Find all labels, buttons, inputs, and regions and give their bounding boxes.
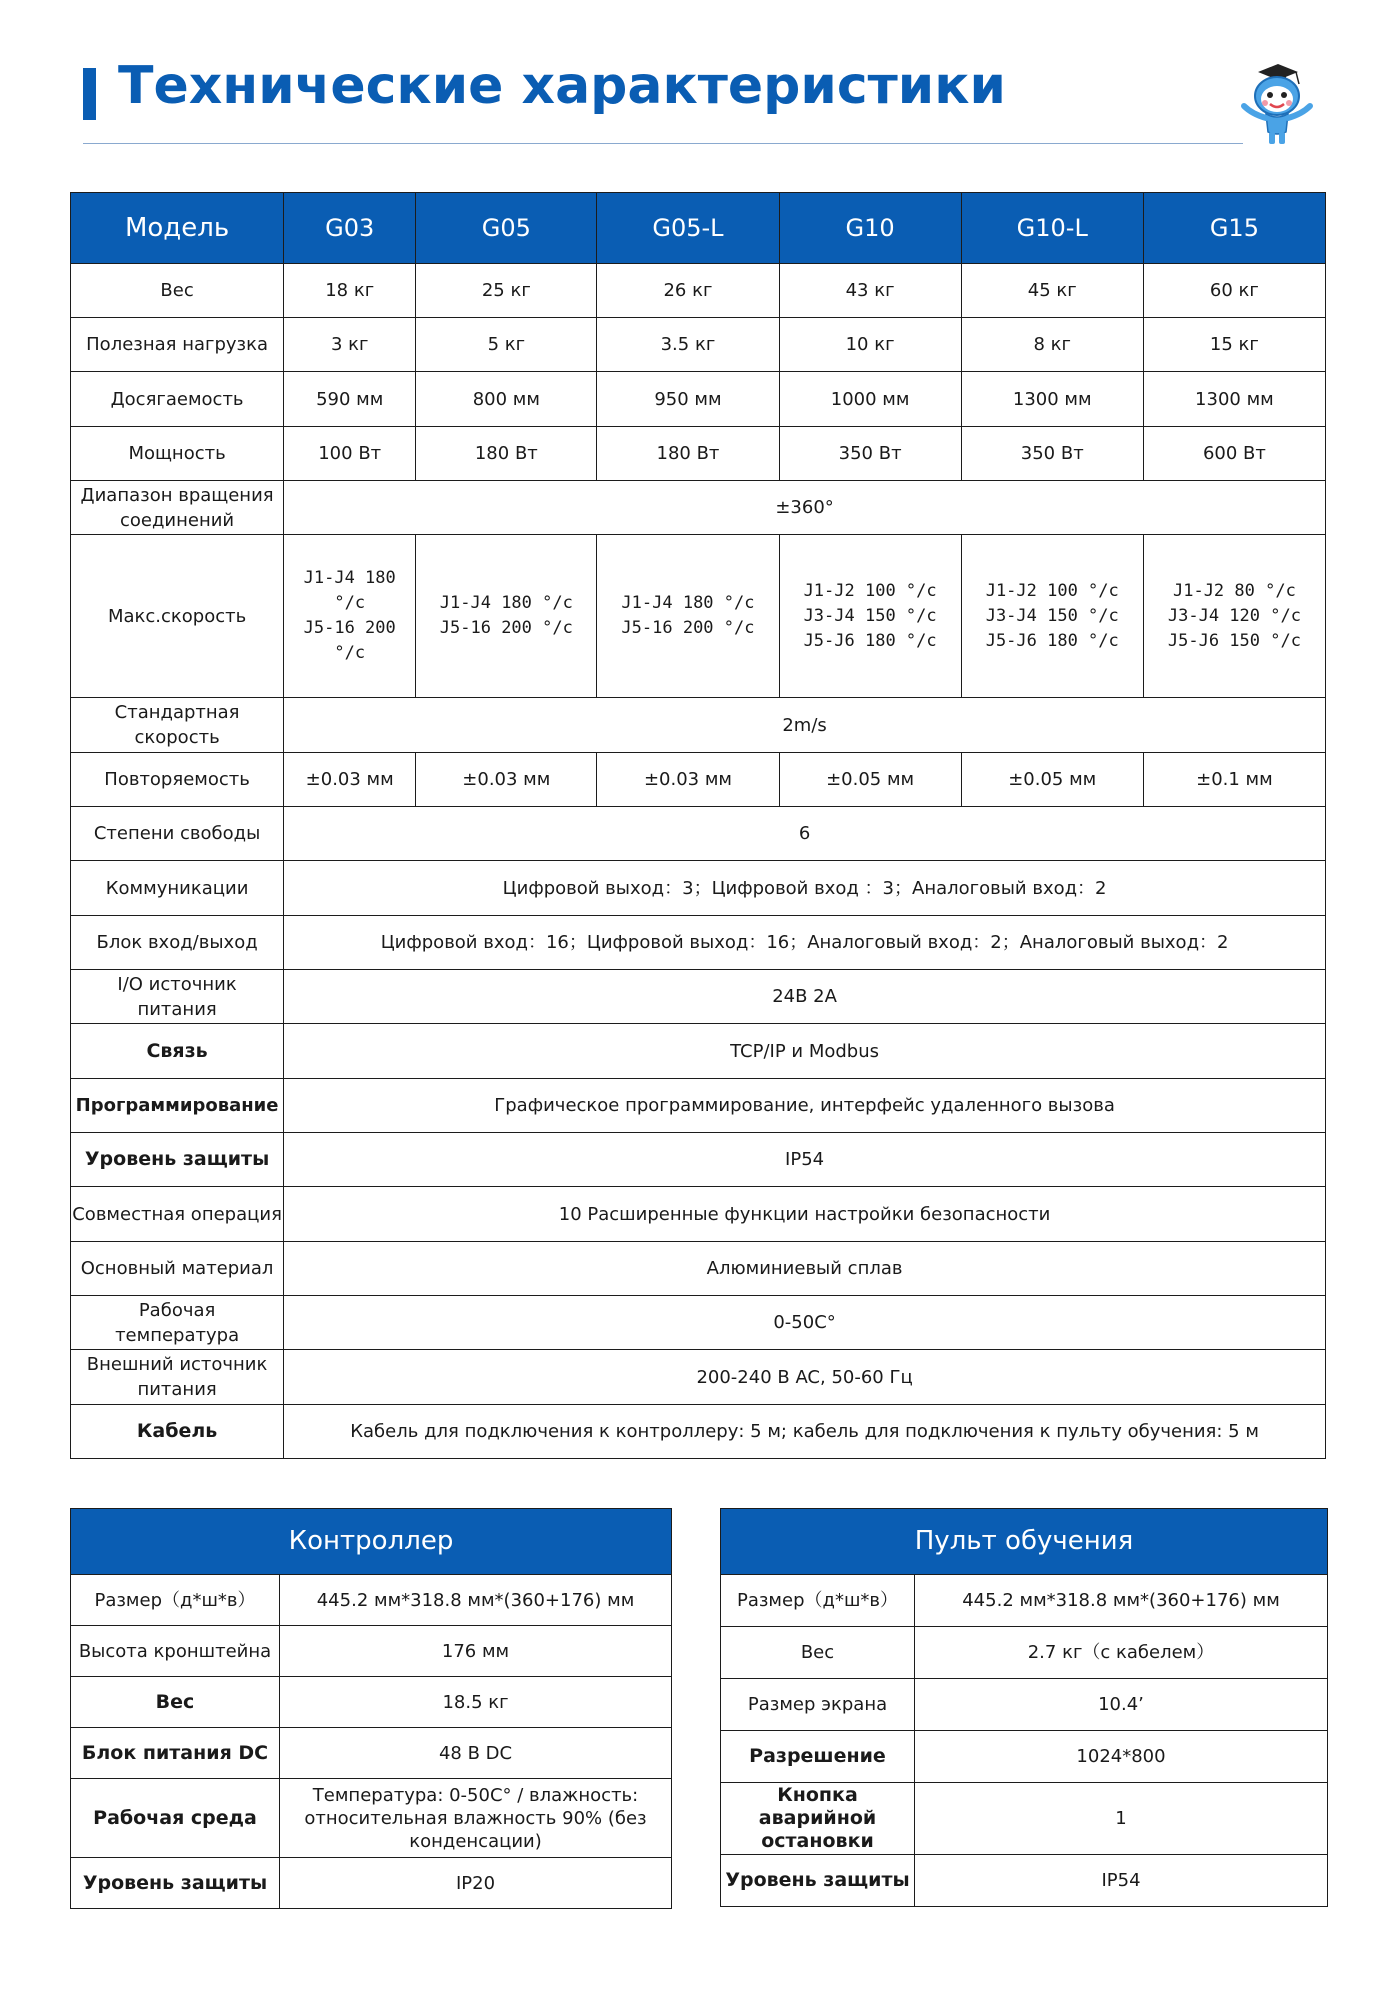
cell: ±0.1 мм xyxy=(1143,753,1325,807)
cell: 950 мм xyxy=(597,372,779,427)
controller-title: Контроллер xyxy=(71,1509,672,1575)
cell: 10.4’ xyxy=(915,1679,1328,1731)
row-label: Уровень защиты xyxy=(71,1133,284,1187)
table-row xyxy=(71,1350,1326,1405)
row-label: Внешний источник питания xyxy=(71,1350,284,1405)
cell: IP54 xyxy=(915,1855,1328,1907)
cell: 18 кг xyxy=(284,264,416,318)
title-accent-bar xyxy=(83,68,96,120)
cell: 1300 мм xyxy=(961,372,1143,427)
mascot-icon xyxy=(1236,62,1316,148)
cell: 45 кг xyxy=(961,264,1143,318)
speed-cell xyxy=(1143,535,1325,698)
speed-cell xyxy=(779,535,961,698)
cell: 350 Вт xyxy=(779,427,961,481)
cell: 48 В DC xyxy=(280,1728,672,1779)
cell: Алюминиевый сплав xyxy=(284,1242,1326,1296)
speed-line: J1-J4 180 °/c xyxy=(439,593,573,613)
row-label: Вес xyxy=(721,1627,915,1679)
speed-cell xyxy=(597,535,779,698)
model-g05-l: G05-L xyxy=(597,193,779,264)
controller-table xyxy=(70,1508,672,1909)
row-label: Основный материал xyxy=(71,1242,284,1296)
table-row xyxy=(721,1679,1328,1731)
cell: 1024*800 xyxy=(915,1731,1328,1783)
row-label: Вес xyxy=(71,1677,280,1728)
cell: 6 xyxy=(284,807,1326,861)
table-row xyxy=(71,1024,1326,1079)
speed-line: J5-16 200 °/c xyxy=(439,618,573,638)
cell: 350 Вт xyxy=(961,427,1143,481)
cell: 176 мм xyxy=(280,1626,672,1677)
cell: 100 Вт xyxy=(284,427,416,481)
row-label: Стандартная скорость xyxy=(71,698,284,753)
speed-line: J3-J4 120 °/c xyxy=(1167,605,1301,626)
speed-line: J5-16 200 °/c xyxy=(303,618,396,663)
row-label: Блок питания DC xyxy=(71,1728,280,1779)
row-label: Связь xyxy=(71,1024,284,1079)
row-label: Рабочая среда xyxy=(71,1779,280,1858)
cell: 445.2 мм*318.8 мм*(360+176) мм xyxy=(915,1575,1328,1627)
speed-cell xyxy=(284,535,416,698)
cell: 800 мм xyxy=(416,372,597,427)
pendant-title: Пульт обучения xyxy=(721,1509,1328,1575)
cell: ±360° xyxy=(284,481,1326,535)
title-divider xyxy=(83,143,1243,144)
spec-header-row xyxy=(71,193,1326,264)
cell: 2m/s xyxy=(284,698,1326,753)
speed-line: J5-J6 180 °/c xyxy=(985,630,1119,651)
row-label: Рабочая температура xyxy=(71,1296,284,1350)
speed-line: J1-J2 100 °/c xyxy=(985,580,1119,601)
cell: Кабель для подключения к контроллеру: 5 м; кабель для подключения к пульту обучения: 5 м xyxy=(284,1405,1326,1459)
speed-line: J1-J4 180 °/c xyxy=(621,593,755,613)
table-row xyxy=(71,481,1326,535)
pendant-table xyxy=(720,1508,1328,1907)
cell: 200-240 В AC, 50-60 Гц xyxy=(284,1350,1326,1405)
table-row xyxy=(71,264,1326,318)
cell: 24В 2A xyxy=(284,970,1326,1024)
speed-line: J5-16 200 °/c xyxy=(621,618,755,638)
cell: 15 кг xyxy=(1143,318,1325,372)
row-label: Блок вход/выход xyxy=(71,916,284,970)
table-row xyxy=(721,1627,1328,1679)
table-row xyxy=(71,698,1326,753)
table-row xyxy=(71,753,1326,807)
row-label: Высота кронштейна xyxy=(71,1626,280,1677)
cell: ±0.03 мм xyxy=(597,753,779,807)
speed-line: J3-J4 150 °/c xyxy=(985,605,1119,626)
model-g10-l: G10-L xyxy=(961,193,1143,264)
controller-header-row xyxy=(71,1509,672,1575)
row-label: Диапазон вращения соединений xyxy=(71,481,284,535)
row-label: Разрешение xyxy=(721,1731,915,1783)
cell: 18.5 кг xyxy=(280,1677,672,1728)
row-label: Степени свободы xyxy=(71,807,284,861)
model-g10: G10 xyxy=(779,193,961,264)
cell: Цифровой вход：16；Цифровой выход：16；Аналоговый вход：2；Аналоговый выход：2 xyxy=(284,916,1326,970)
cell: 1 xyxy=(915,1783,1328,1855)
cell: 180 Вт xyxy=(416,427,597,481)
cell: 600 Вт xyxy=(1143,427,1325,481)
table-row xyxy=(721,1783,1328,1855)
table-row xyxy=(721,1855,1328,1907)
row-label: Макс.скорость xyxy=(71,535,284,698)
cell: 43 кг xyxy=(779,264,961,318)
cell: 3 кг xyxy=(284,318,416,372)
table-row xyxy=(71,1133,1326,1187)
speed-line: J1-J4 180 °/c xyxy=(303,568,396,613)
cell: 8 кг xyxy=(961,318,1143,372)
row-label: Кнопка аварийной остановки xyxy=(721,1783,915,1855)
speed-cell xyxy=(961,535,1143,698)
table-row xyxy=(71,372,1326,427)
row-label: Мощность xyxy=(71,427,284,481)
table-row xyxy=(71,1187,1326,1242)
table-row xyxy=(71,1079,1326,1133)
cell: 1000 мм xyxy=(779,372,961,427)
cell: 10 Расширенные функции настройки безопасности xyxy=(284,1187,1326,1242)
pendant-header-row xyxy=(721,1509,1328,1575)
cell: 60 кг xyxy=(1143,264,1325,318)
cell: 3.5 кг xyxy=(597,318,779,372)
cell: 180 Вт xyxy=(597,427,779,481)
table-row xyxy=(71,1626,672,1677)
table-row xyxy=(71,1242,1326,1296)
speed-line: J1-J2 100 °/c xyxy=(803,580,937,601)
row-label: Вес xyxy=(71,264,284,318)
row-label: Полезная нагрузка xyxy=(71,318,284,372)
row-label: Уровень защиты xyxy=(71,1858,280,1909)
cell: 25 кг xyxy=(416,264,597,318)
row-label: Коммуникации xyxy=(71,861,284,916)
cell: 2.7 кг（с кабелем） xyxy=(915,1627,1328,1679)
cell: ±0.05 мм xyxy=(779,753,961,807)
cell: 5 кг xyxy=(416,318,597,372)
table-row xyxy=(71,1858,672,1909)
table-row xyxy=(71,807,1326,861)
table-row xyxy=(71,535,1326,698)
table-row xyxy=(71,861,1326,916)
spec-table xyxy=(70,192,1326,1459)
speed-cell xyxy=(416,535,597,698)
table-row xyxy=(71,1779,672,1858)
cell: TCP/IP и Modbus xyxy=(284,1024,1326,1079)
cell: 590 мм xyxy=(284,372,416,427)
row-label: Совместная операция xyxy=(71,1187,284,1242)
cell: Температура: 0-50C° / влажность: относительная влажность 90% (без конденсации) xyxy=(280,1779,672,1858)
cell: 26 кг xyxy=(597,264,779,318)
speed-line: J1-J2 80 °/c xyxy=(1172,580,1296,601)
model-g15: G15 xyxy=(1143,193,1325,264)
row-label: Уровень защиты xyxy=(721,1855,915,1907)
table-row xyxy=(71,318,1326,372)
table-row xyxy=(71,427,1326,481)
cell: IP20 xyxy=(280,1858,672,1909)
table-row xyxy=(71,1405,1326,1459)
table-row xyxy=(721,1575,1328,1627)
row-label: Размер（д*ш*в） xyxy=(721,1575,915,1627)
speed-line: J5-J6 150 °/c xyxy=(1167,630,1301,651)
table-row xyxy=(721,1731,1328,1783)
row-label: Досягаемость xyxy=(71,372,284,427)
row-label: Размер экрана xyxy=(721,1679,915,1731)
cell: ±0.05 мм xyxy=(961,753,1143,807)
row-label: Кабель xyxy=(71,1405,284,1459)
cell: 10 кг xyxy=(779,318,961,372)
model-header: Модель xyxy=(71,193,284,264)
table-row xyxy=(71,970,1326,1024)
row-label: Повторяемость xyxy=(71,753,284,807)
speed-line: J5-J6 180 °/c xyxy=(803,630,937,651)
row-label: I/O источник питания xyxy=(71,970,284,1024)
table-row xyxy=(71,1575,672,1626)
cell: ±0.03 мм xyxy=(416,753,597,807)
model-g03: G03 xyxy=(284,193,416,264)
cell: Цифровой выход：3；Цифровой вход ：3；Аналоговый вход：2 xyxy=(284,861,1326,916)
cell: 0-50C° xyxy=(284,1296,1326,1350)
table-row xyxy=(71,1296,1326,1350)
cell: 1300 мм xyxy=(1143,372,1325,427)
table-row xyxy=(71,1728,672,1779)
table-row xyxy=(71,916,1326,970)
page-title: Технические характеристики xyxy=(118,56,1006,116)
cell: Графическое программирование, интерфейс удаленного вызова xyxy=(284,1079,1326,1133)
cell: ±0.03 мм xyxy=(284,753,416,807)
speed-line: J3-J4 150 °/c xyxy=(803,605,937,626)
row-label: Программирование xyxy=(71,1079,284,1133)
cell: 445.2 мм*318.8 мм*(360+176) мм xyxy=(280,1575,672,1626)
model-g05: G05 xyxy=(416,193,597,264)
row-label: Размер（д*ш*в） xyxy=(71,1575,280,1626)
table-row xyxy=(71,1677,672,1728)
cell: IP54 xyxy=(284,1133,1326,1187)
